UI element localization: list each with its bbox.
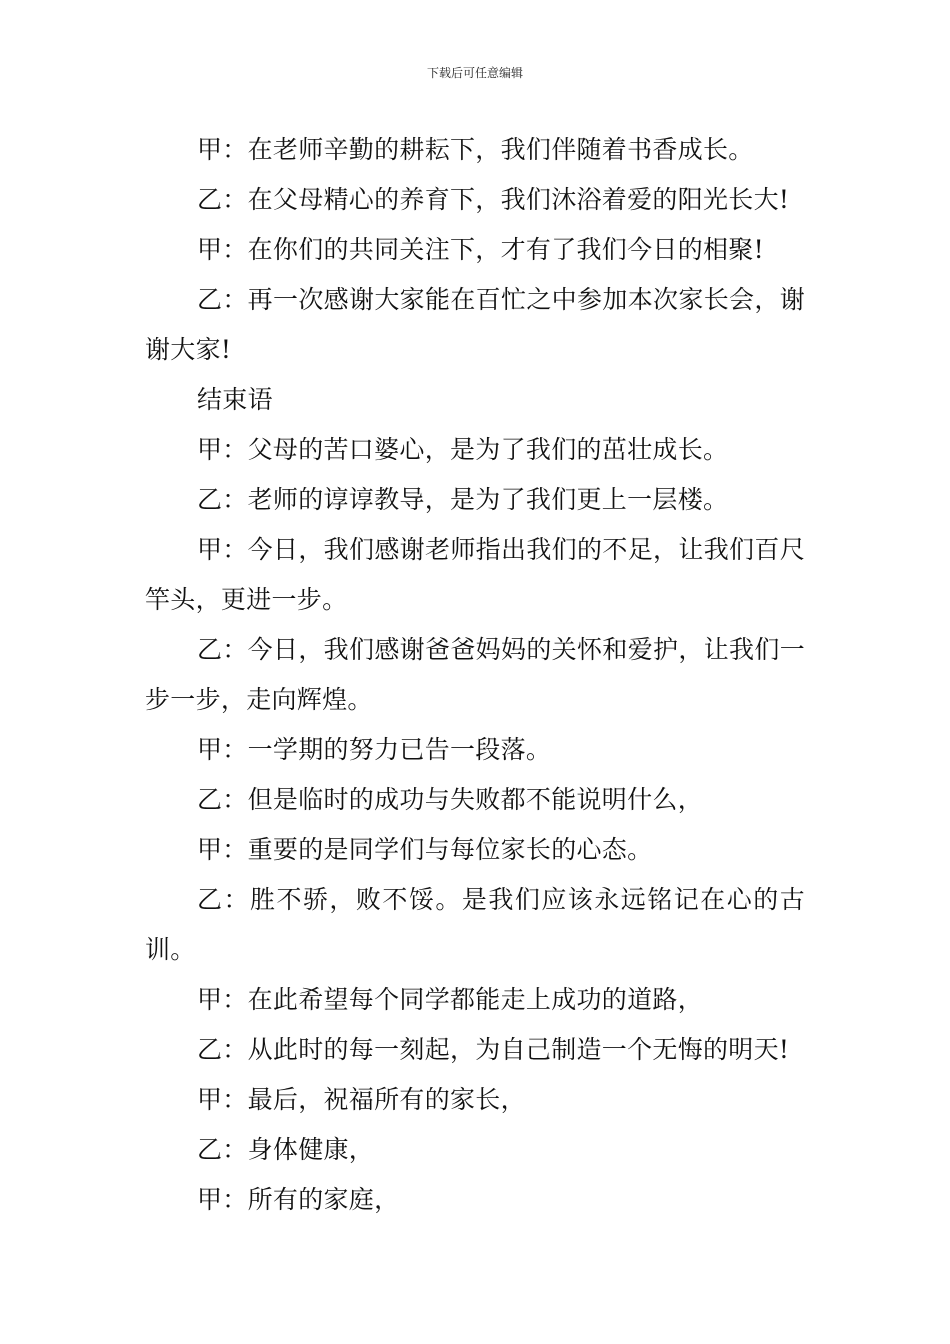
paragraph: 乙：但是临时的成功与失败都不能说明什么， [197, 785, 704, 814]
paragraph: 甲：今日，我们感谢老师指出我们的不足，让我们百尺竿头，更进一步。 [145, 535, 805, 614]
paragraph: 乙：胜不骄，败不馁。是我们应该永远铭记在心的古训。 [145, 885, 805, 964]
paragraph: 乙：老师的谆谆教导，是为了我们更上一层楼。 [197, 485, 729, 514]
paragraph: 甲：一学期的努力已告一段落。 [197, 735, 552, 764]
paragraph: 甲：在老师辛勤的耕耘下，我们伴随着书香成长。 [197, 135, 754, 164]
page-header: 下载后可任意编辑 [426, 66, 523, 80]
section-heading: 结束语 [197, 385, 273, 414]
paragraph: 乙：身体健康， [197, 1135, 375, 1164]
paragraph: 甲：最后，祝福所有的家长， [197, 1085, 526, 1114]
paragraph: 甲：所有的家庭， [197, 1185, 400, 1214]
paragraph: 甲：在你们的共同关注下，才有了我们今日的相聚! [197, 235, 764, 264]
paragraph: 乙：从此时的每一刻起，为自己制造一个无悔的明天! [197, 1035, 790, 1064]
paragraph: 甲：重要的是同学们与每位家长的心态。 [197, 835, 653, 864]
document-body [145, 125, 805, 1225]
paragraph: 乙：今日，我们感谢爸爸妈妈的关怀和爱护，让我们一步一步，走向辉煌。 [145, 635, 805, 714]
paragraph: 甲：在此希望每个同学都能走上成功的道路， [197, 985, 704, 1014]
paragraph: 甲：父母的苦口婆心，是为了我们的茁壮成长。 [197, 435, 729, 464]
paragraph: 乙：在父母精心的养育下，我们沐浴着爱的阳光长大! [197, 185, 790, 214]
paragraph: 乙：再一次感谢大家能在百忙之中参加本次家长会，谢谢大家! [145, 285, 805, 364]
